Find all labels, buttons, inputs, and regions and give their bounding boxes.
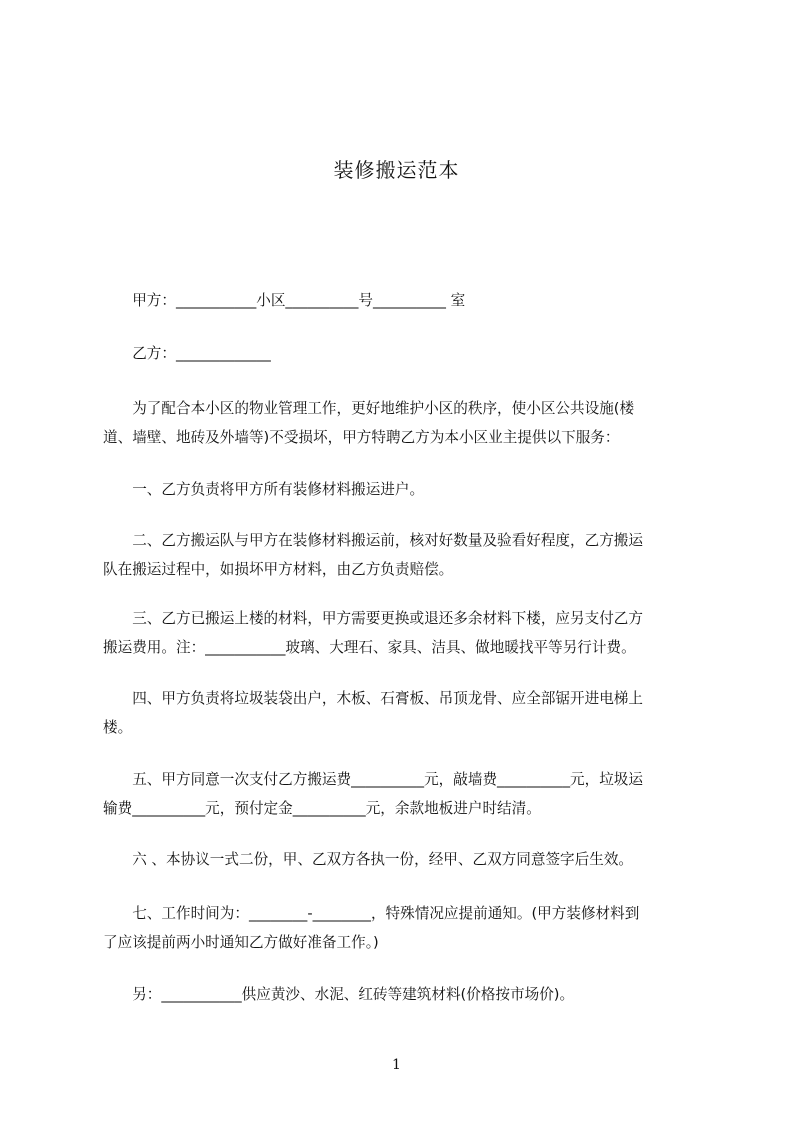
text-line: 七、工作时间为：________-________，特殊情况应提前通知。(甲方装修材料到 xyxy=(103,905,640,922)
text-line: 为了配合本小区的物业管理工作，更好地维护小区的秩序，使小区公共设施(楼 xyxy=(103,400,635,417)
clause-1 xyxy=(103,475,701,504)
text-line: 搬运费用。注：___________玻璃、大理石、家具、洁具、做地暖找平等另行计费。 xyxy=(103,639,636,656)
intro-paragraph xyxy=(103,394,701,452)
note-line xyxy=(103,980,701,1009)
text-line: 了应该提前两小时通知乙方做好准备工作。) xyxy=(103,934,379,951)
text-line: 另：___________供应黄沙、水泥、红砖等建筑材料(价格按市场价)。 xyxy=(103,986,575,1003)
text-line: 楼。 xyxy=(103,719,133,736)
text-line: 五、甲方同意一次支付乙方搬运费__________元，敲墙费__________元，垃圾运 xyxy=(103,771,643,788)
text-line: 输费__________元，预付定金__________元，余款地板进户时结清。 xyxy=(103,800,541,817)
party-b-line xyxy=(103,339,701,368)
party-a-line xyxy=(103,286,701,315)
text-line: 队在搬运过程中，如损坏甲方材料，由乙方负责赔偿。 xyxy=(103,561,454,578)
text-line: 乙方：_____________ xyxy=(103,345,271,362)
text-line: 二、乙方搬运队与甲方在装修材料搬运前，核对好数量及验看好程度，乙方搬运 xyxy=(103,532,643,549)
clause-4 xyxy=(103,684,701,742)
clause-6 xyxy=(103,845,701,874)
clause-2 xyxy=(103,526,701,584)
clause-7 xyxy=(103,899,701,957)
clause-5 xyxy=(103,765,701,823)
text-line: 一、乙方负责将甲方所有装修材料搬运进户。 xyxy=(103,481,425,498)
page-number: 1 xyxy=(392,1057,401,1073)
text-line: 道、墙壁、地砖及外墙等)不受损坏，甲方特聘乙方为本小区业主提供以下服务： xyxy=(103,429,620,446)
text-line: 三、乙方已搬运上楼的材料，甲方需要更换或退还多余材料下楼，应另支付乙方 xyxy=(103,610,643,627)
text-line: 六 、本协议一式二份，甲、乙双方各执一份，经甲、乙双方同意签字后生效。 xyxy=(103,851,634,868)
page-title: 装修搬运范本 xyxy=(333,158,460,183)
text-line: 四、甲方负责将垃圾装袋出户，木板、石膏板、吊顶龙骨、应全部锯开进电梯上 xyxy=(103,690,643,707)
text-line: 甲方：___________小区__________号__________ 室 xyxy=(103,292,466,309)
clause-3 xyxy=(103,604,701,662)
